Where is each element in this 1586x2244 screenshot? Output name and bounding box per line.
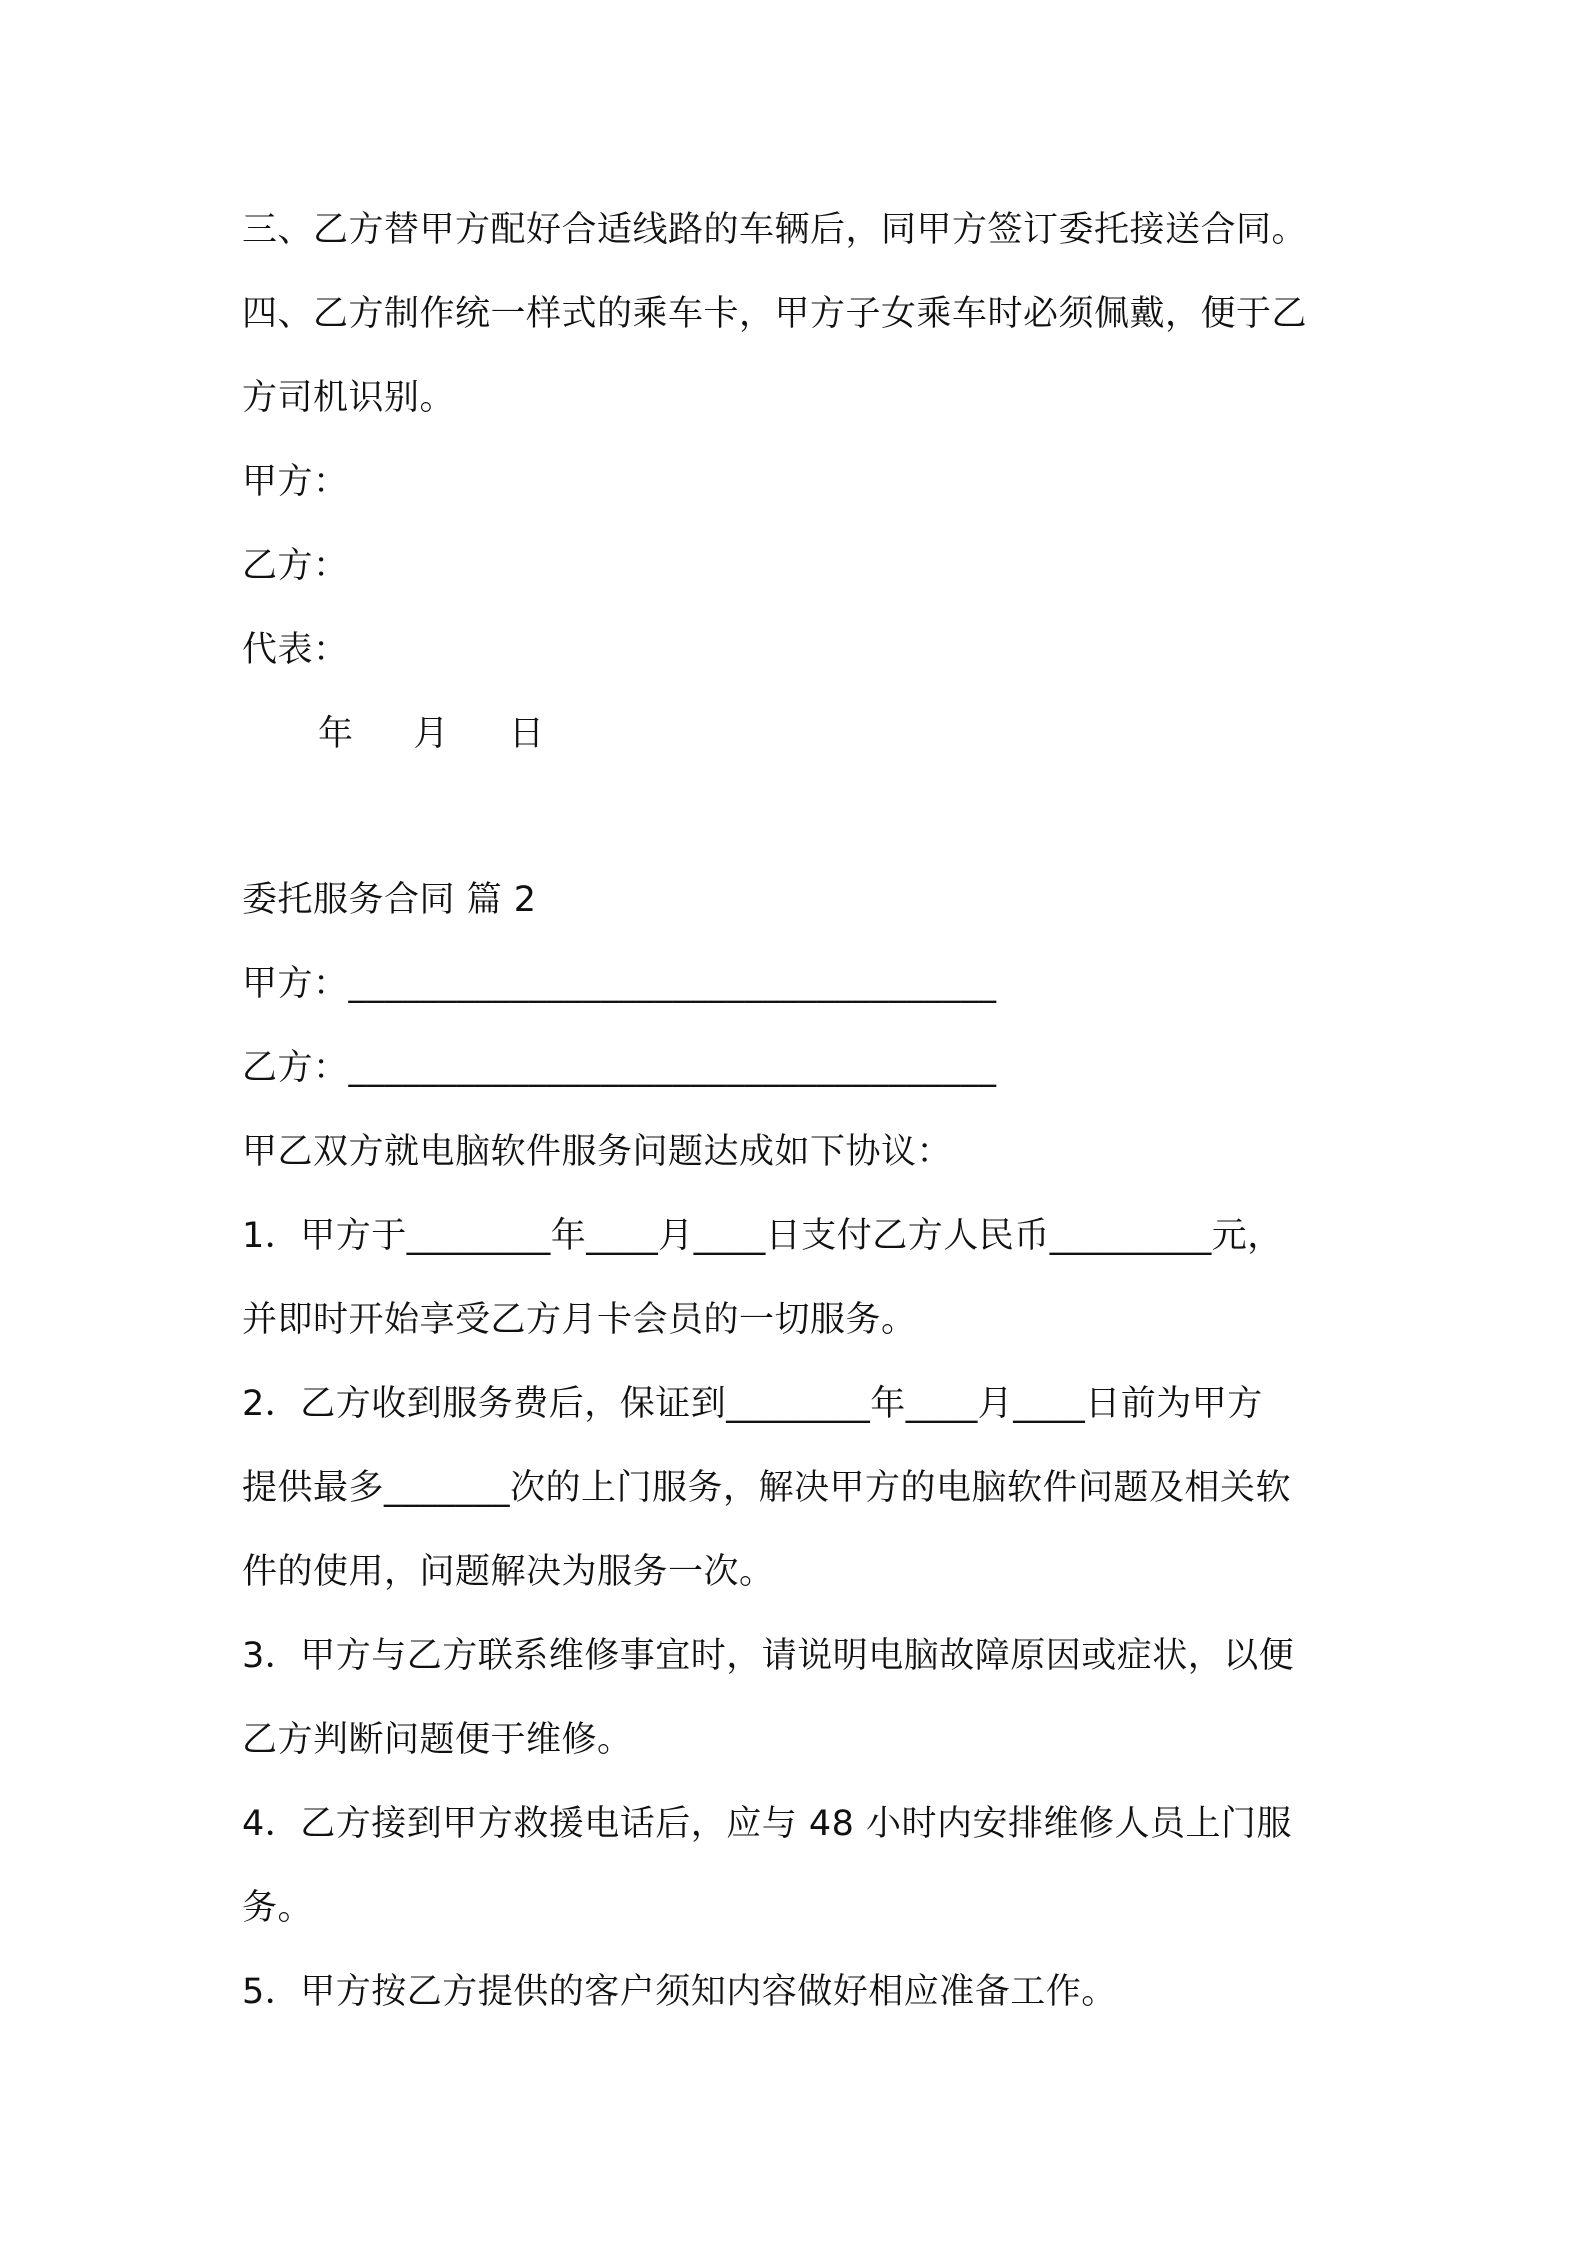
clause-4-line-1: 四、乙方制作统一样式的乘车卡，甲方子女乘车时必须佩戴，便于乙 [242,294,1308,334]
clause-3: 三、乙方替甲方配好合适线路的车辆后，同甲方签订委托接送合同。 [242,210,1308,250]
section-title: 委托服务合同 篇 2 [242,880,537,920]
item-3-line-2: 乙方判断问题便于维修。 [242,1720,633,1760]
item-2-line-1: 2．乙方收到服务费后，保证到________年____月____日前为甲方 [242,1384,1263,1424]
party-b-blank: 乙方：____________________________________ [242,1048,997,1088]
date-month: 月 [413,714,450,754]
party-b-label: 乙方： [242,546,349,586]
date-year: 年 [318,714,354,754]
item-1-line-2: 并即时开始享受乙方月卡会员的一切服务。 [242,1300,917,1340]
item-3-line-1: 3．甲方与乙方联系维修事宜时，请说明电脑故障原因或症状，以便 [242,1636,1295,1676]
item-1-line-1: 1．甲方于________年____月____日支付乙方人民币_________元， [242,1216,1283,1256]
date-day: 日 [509,714,545,754]
party-a-label: 甲方： [242,462,349,502]
party-a-blank: 甲方：____________________________________ [242,964,997,1004]
item-4-line-2: 务。 [242,1888,314,1928]
representative-label: 代表： [242,630,349,670]
item-2-line-2: 提供最多_______次的上门服务，解决甲方的电脑软件问题及相关软 [242,1468,1292,1508]
agreement-intro: 甲乙双方就电脑软件服务问题达成如下协议： [242,1132,953,1172]
signature-date [318,712,545,756]
clause-4-line-2: 方司机识别。 [242,378,456,418]
item-4-line-1: 4．乙方接到甲方救援电话后，应与 48 小时内安排维修人员上门服 [242,1804,1293,1844]
item-2-line-3: 件的使用，问题解决为服务一次。 [242,1552,775,1592]
item-5: 5．甲方按乙方提供的客户须知内容做好相应准备工作。 [242,1972,1117,2012]
